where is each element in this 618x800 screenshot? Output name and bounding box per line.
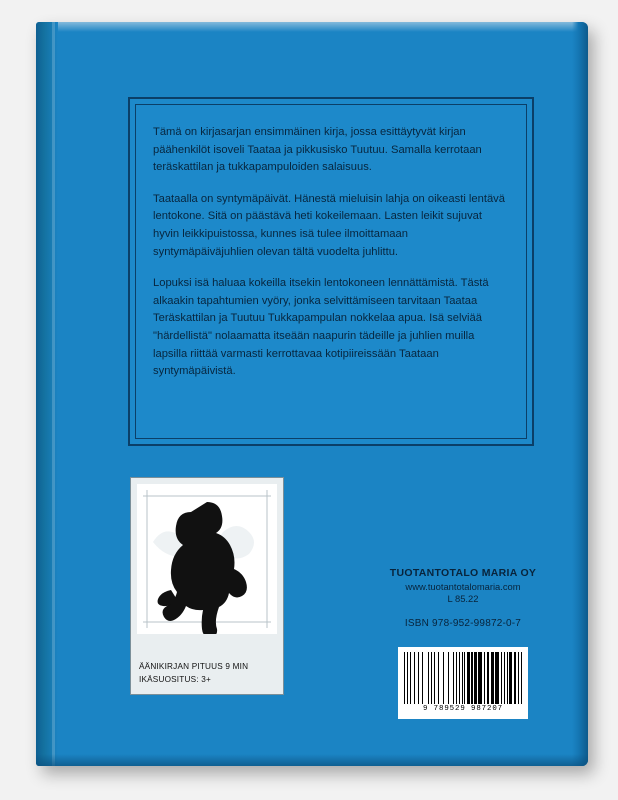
- silhouette-child-illustration: [137, 484, 277, 634]
- blurb-paragraph: Tämä on kirjasarjan ensimmäinen kirja, jossa esittäytyvät kirjan päähenkilöt isoveli Taataa ja pikkusisko Tuutuu. Samalla kerrotaan teräskattilan ja tukkapampuloiden salaisuus.: [153, 126, 482, 174]
- illustration-box: [130, 477, 284, 695]
- cover-surface: [58, 22, 588, 766]
- barcode-digits: 9 789529 987207: [422, 705, 504, 713]
- age-recommendation: IKÄSUOSITUS: 3+: [139, 675, 211, 684]
- barcode: [398, 647, 528, 719]
- publisher-code: L 85.22: [447, 593, 479, 604]
- audiobook-caption: [139, 660, 277, 686]
- blurb-panel-inner: [135, 104, 527, 439]
- spine-highlight: [52, 22, 55, 766]
- blurb-paragraph: Lopuksi isä haluaa kokeilla itsekin lentokoneen lennättämistä. Tästä alkaakin tapahtumien vyöry, jonka selvittämiseen tarvitaan Taataa Teräskattilan ja Tuutuu Tukkapampulan nokkelaa apua. Isä selviää "härdellistä" nolaamatta itseään naapurin tädeille ja juhlien muilla lapsilla riittää varmasti kerrottavaa kotipiireissään Taataan syntymäpäivistä.: [153, 277, 489, 378]
- publisher-block: [358, 567, 568, 629]
- publisher-url: www.tuotantotalomaria.com: [405, 581, 521, 592]
- isbn-text: ISBN 978-952-99872-0-7: [404, 618, 522, 629]
- blurb-paragraph: Taataalla on syntymäpäivät. Hänestä mieluisin lahja on oikeasti lentävä lentokone. Sitä on päästävä heti kokeilemaan. Lasten leikit sujuvat hyvin leikkipuistossa, kunnes isä tulee ilmoittamaan syntymäpäiväjuhlien olevan tältä vuodelta juhlittu.: [153, 192, 505, 258]
- book-back-cover: [36, 22, 588, 766]
- audiobook-length: ÄÄNIKIRJAN PITUUS 9 MIN: [139, 662, 249, 671]
- blurb-panel: [128, 97, 534, 446]
- barcode-bars: [404, 652, 522, 704]
- publisher-name: TUOTANTOTALO MARIA OY: [389, 567, 537, 579]
